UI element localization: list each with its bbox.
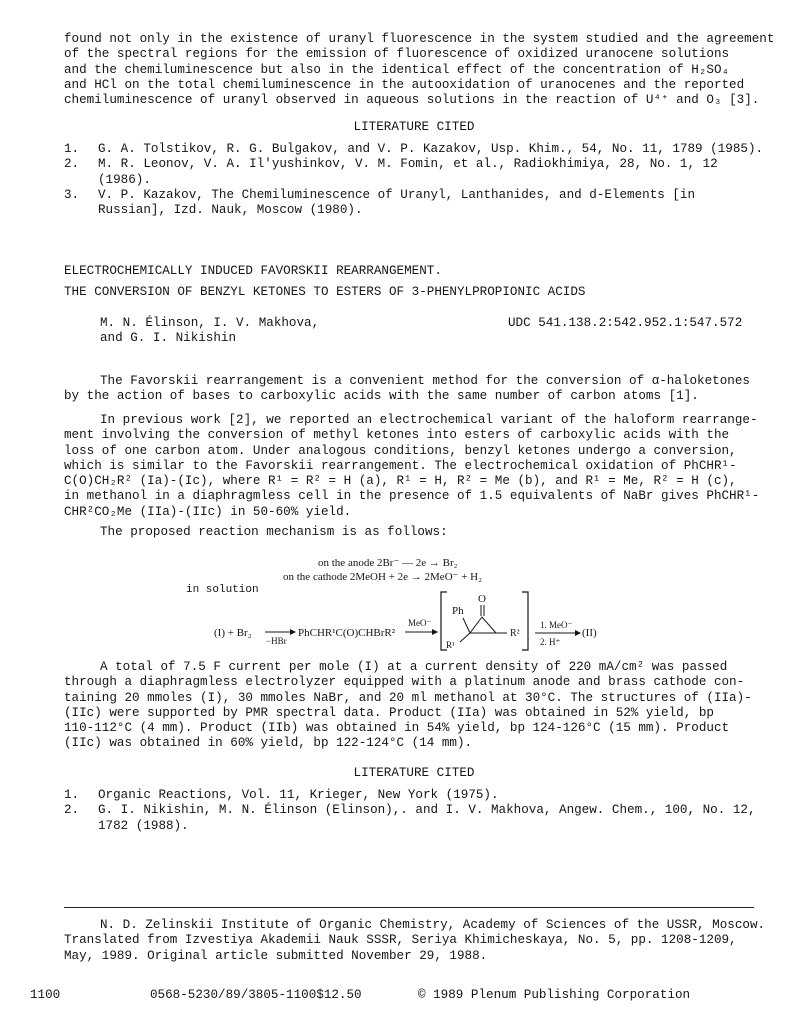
intro-paragraph: [64, 32, 775, 108]
r1-label: R¹: [446, 640, 455, 650]
text-line: The proposed reaction mechanism is as follows:: [100, 525, 448, 539]
reference-item: 1. Organic Reactions, Vol. 11, Krieger, New York (1975).: [64, 788, 499, 802]
literature-cited-heading: LITERATURE CITED: [353, 766, 475, 780]
r1-bond: [460, 633, 470, 642]
text-line: May, 1989. Original article submitted November 29, 1988.: [64, 948, 488, 963]
literature-cited-heading: LITERATURE CITED: [353, 120, 475, 134]
article-subtitle: [64, 285, 764, 300]
step-1-label: 1. MeO⁻: [540, 620, 573, 630]
article-title-line: THE CONVERSION OF BENZYL KETONES TO ESTERS OF 3-PHENYLPROPIONIC ACIDS: [64, 285, 586, 299]
text-line: Translated from Izvestiya Akademii Nauk SSSR, Seriya Khimicheskaya, No. 5, pp. 1208-1209,: [64, 933, 737, 948]
step-2-label: 2. H⁺: [540, 637, 561, 647]
article-title: [64, 264, 764, 279]
text-line: found not only in the existence of uranyl fluorescence in the system studied and the agreement: [64, 32, 775, 46]
anode-equation: on the anode 2Br⁻ — 2e → Br₂: [318, 557, 458, 569]
arrow-condition: MeO⁻: [408, 618, 432, 628]
text-line: and HCl on the total chemiluminescence in the autooxidation of uranocenes and the reported: [64, 77, 745, 92]
ph-bond: [463, 618, 470, 633]
cathode-equation: on the cathode 2MeOH + 2e → 2MeO⁻ + H₂: [283, 571, 482, 583]
text-line: through a diaphragmless electrolyzer equipped with a platinum anode and brass cathode con-: [64, 675, 745, 690]
text-line: taining 20 mmoles (I), 30 mmoles NaBr, and 20 ml methanol at 30°C. The structures of (IIa)-: [64, 690, 752, 705]
authors: [100, 316, 400, 347]
text-line: loss of one carbon atom. Under analogous conditions, benzyl ketones undergo a conversion,: [64, 443, 737, 458]
author-line: M. N. Élinson, I. V. Makhova,: [100, 316, 320, 330]
r2-label: R²: [510, 628, 520, 639]
scheme-intermediate: PhCHR¹C(O)CHBrR²: [298, 627, 396, 639]
text-line: 110-112°C (4 mm). Product (IIb) was obtained in 54% yield, bp 124-126°C (15 mm). Product: [64, 721, 730, 736]
udc-code: UDC 541.138.2:542.952.1:547.572: [508, 316, 743, 330]
right-bracket: [522, 592, 528, 650]
arrow-condition: −HBr: [266, 636, 287, 646]
author-line: and G. I. Nikishin: [100, 331, 237, 346]
article-title-line: ELECTROCHEMICALLY INDUCED FAVORSKII REARRANGEMENT.: [64, 264, 442, 278]
text-line: The Favorskii rearrangement is a convenient method for the conversion of α-haloketones: [100, 374, 750, 388]
oxygen-label: O: [478, 593, 486, 605]
text-line: C(O)CH₂R² (Ia)-(Ic), where R¹ = R² = H (a), R¹ = H, R² = Me (b), and R¹ = Me, R² = H (c),: [64, 474, 737, 489]
cyclopropane-ring: [470, 617, 496, 633]
text-line: (IIc) were supported by PMR spectral data. Product (IIa) was obtained in 52% yield, bp: [64, 705, 714, 720]
text-line: chemiluminescence of uranyl observed in aqueous solutions in the reaction of U⁴⁺ and O₃ [3].: [64, 93, 760, 108]
article-code: 0568-5230/89/3805-1100$12.50: [150, 988, 362, 1002]
text-line: which is similar to the Favorskii rearrangement. The electrochemical oxidation of PhCHR¹-: [64, 458, 737, 473]
text-line: N. D. Zelinskii Institute of Organic Chemistry, Academy of Sciences of the USSR, Moscow.: [100, 918, 766, 932]
reference-item: 3. V. P. Kazakov, The Chemiluminescence of Uranyl, Lanthanides, and d-Elements [in Russian], Izd. Nauk, Moscow (1980).: [64, 187, 696, 218]
reference-item: 1. G. A. Tolstikov, R. G. Bulgakov, and V. P. Kazakov, Usp. Khim., 54, No. 11, 1789 (1985).: [64, 142, 764, 156]
arrowhead: [575, 630, 581, 636]
reference-item: 2. G. I. Nikishin, M. N. Élinson (Elinson),. and I. V. Makhova, Angew. Chem., 100, No. 12, 1782 (1988).: [64, 803, 756, 833]
references-list: [64, 788, 764, 834]
arrowhead: [432, 629, 438, 635]
text-line: ment involving the conversion of methyl ketones into esters of carboxylic acids with the: [64, 428, 730, 443]
paragraph-3: [64, 525, 764, 540]
paragraph-2: [64, 413, 764, 520]
ph-label: Ph: [452, 605, 464, 617]
text-line: of the spectral regions for the emission of fluorescence of oxidized uranocene solutions: [64, 47, 730, 62]
scheme-reactant: (I) + Br₂: [214, 627, 252, 639]
paragraph-1: [64, 374, 764, 405]
page-number: 1100: [30, 988, 61, 1002]
footnote-divider: [64, 907, 754, 908]
scheme-product: (II): [582, 627, 597, 639]
text-line: and the chemiluminescence but also in the identical effect of the concentration of H₂SO₄: [64, 62, 730, 77]
text-line: In previous work [2], we reported an electrochemical variant of the haloform rearrange-: [100, 413, 758, 427]
text-line: (IIc) was obtained in 60% yield, bp 122-124°C (14 mm).: [64, 736, 473, 751]
text-line: by the action of bases to carboxylic acids with the same number of carbon atoms [1].: [64, 389, 699, 404]
paragraph-4: [64, 660, 764, 752]
in-solution-label: in solution: [186, 584, 259, 596]
left-bracket: [441, 592, 447, 650]
footnote: [64, 918, 764, 964]
references-list: [64, 142, 764, 218]
arrowhead: [290, 629, 296, 635]
reference-item: 2. M. R. Leonov, V. A. Il'yushinkov, V. M. Fomin, et al., Radiokhimiya, 28, No. 1, 12 (1986).: [64, 157, 718, 187]
text-line: CHR²CO₂Me (IIa)-(IIc) in 50-60% yield.: [64, 504, 352, 519]
copyright: © 1989 Plenum Publishing Corporation: [418, 988, 691, 1002]
text-line: A total of 7.5 F current per mole (I) at a current density of 220 mA/cm² was passed: [100, 660, 728, 674]
text-line: in methanol in a diaphragmless cell in the presence of 1.5 equivalents of NaBr gives PhCHR¹-: [64, 489, 760, 504]
